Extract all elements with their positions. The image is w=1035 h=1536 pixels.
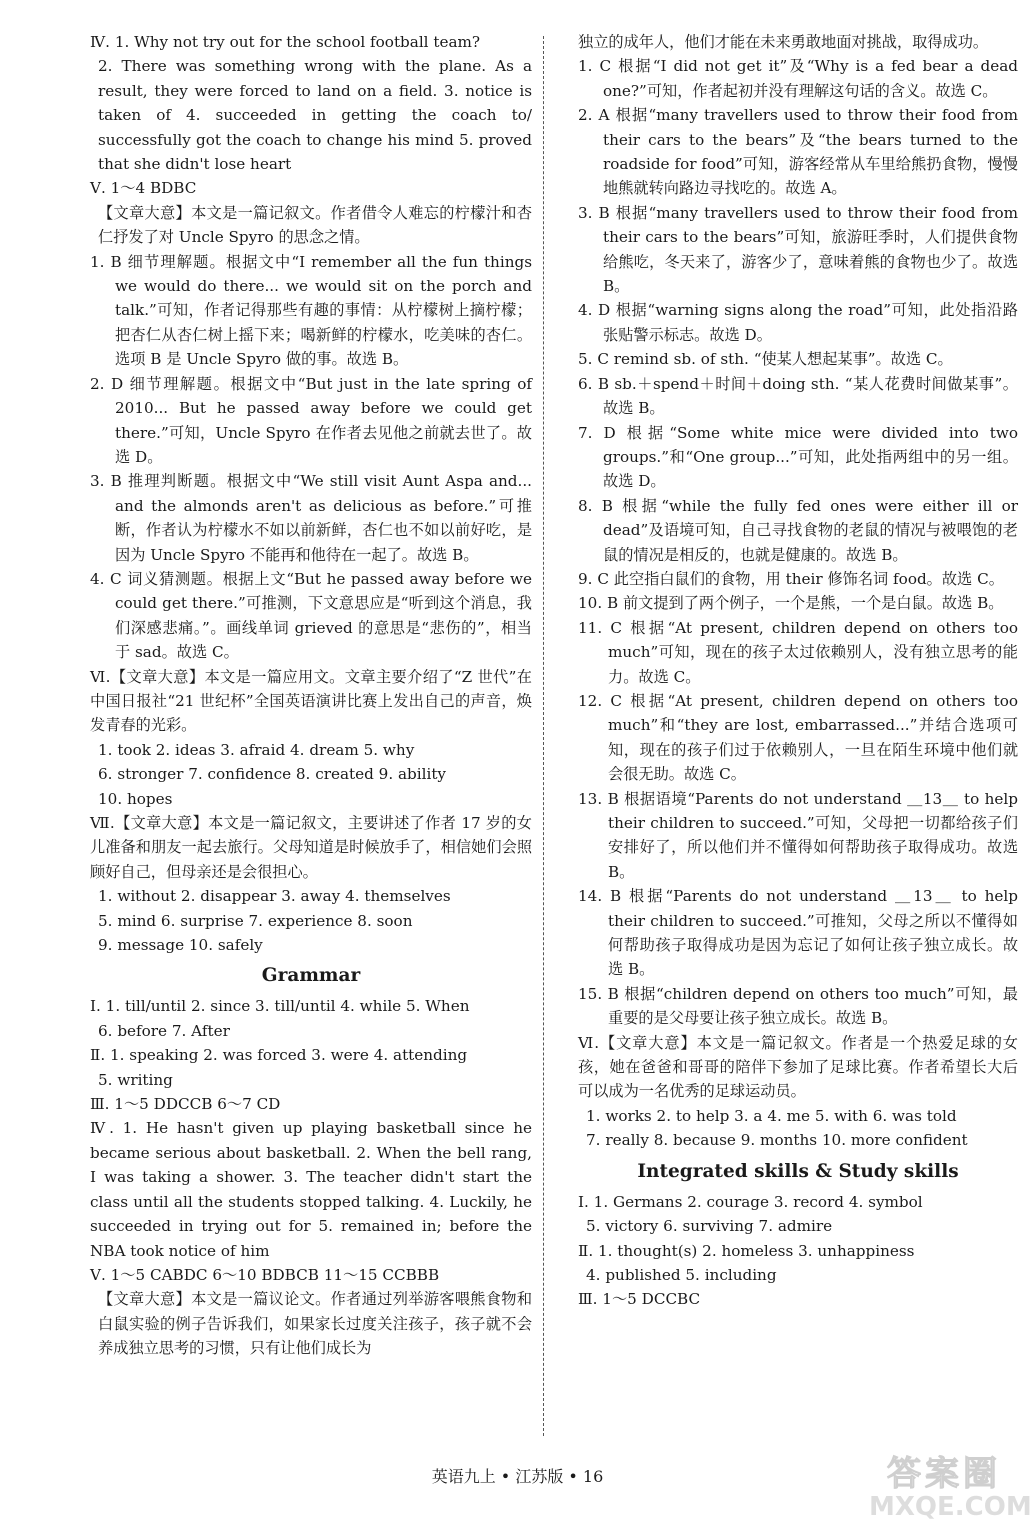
answer-paragraph: 1. B 细节理解题。根据文中“I remember all the fun things we would do there... we would sit on the porch and talk.”可知，作者记得那些有趣的事情：从柠檬树上摘柠檬；把杏仁从杏仁树上摇下来；喝新鲜的柠檬水，吃美味的杏仁。选项 B 是 Uncle Spyro 做的事。故选 B。 [90, 252, 532, 369]
column-divider [543, 36, 544, 1436]
answer-paragraph: 4. published 5. including [586, 1265, 777, 1284]
answer-paragraph: 4. C 词义猜测题。根据上文“But he passed away before we could get there.”可推测，下文意思应是“听到这个消息，我们深感悲痛。”。画线单词 grieved 的意思是“悲伤的”，相当于 sad。故选 C。 [90, 569, 532, 662]
answer-paragraph: 5. C remind sb. of sth. “使某人想起某事”。故选 C。 [578, 350, 953, 369]
section-heading: Grammar [261, 965, 361, 987]
answer-paragraph: 10. B 前文提到了两个例子，一个是熊，一个是白鼠。故选 B。 [578, 594, 1004, 613]
left-column [90, 30, 532, 1361]
answer-paragraph: Ⅰ. 1. Germans 2. courage 3. record 4. symbol [578, 1192, 923, 1211]
answer-paragraph: Ⅰ. 1. till/until 2. since 3. till/until 4. while 5. When [90, 997, 470, 1016]
answer-paragraph: 2. There was something wrong with the plane. As a result, they were forced to land on a field. 3. notice is taken of 4. succeeded in getting the coach to/ successfully got the coach to change his mind 5. proved that she didn't lose heart [98, 57, 532, 174]
answer-paragraph: Ⅱ. 1. thought(s) 2. homeless 3. unhappiness [578, 1241, 915, 1260]
answer-paragraph: 3. B 根据“many travellers used to throw their food from their cars to the bears”可知，旅游旺季时，人们提供食物给熊吃，冬天来了，游客少了，意味着熊的食物也少了。故选 B。 [578, 203, 1018, 296]
answer-paragraph: 独立的成年人，他们才能在未来勇敢地面对挑战，取得成功。 [578, 33, 989, 51]
answer-paragraph: 5. mind 6. surprise 7. experience 8. soon [98, 911, 413, 930]
answer-paragraph: 6. B sb.＋spend＋时间＋doing sth. “某人花费时间做某事”。故选 B。 [578, 374, 1018, 418]
answer-paragraph: 1. without 2. disappear 3. away 4. themselves [98, 887, 451, 906]
answer-paragraph: Ⅲ. 1～5 DDCCB 6～7 CD [90, 1095, 281, 1114]
answer-paragraph: 5. victory 6. surviving 7. admire [586, 1217, 833, 1236]
answer-paragraph: Ⅳ. 1. He hasn't given up playing basketball since he became serious about basketball. 2. When the bell rang, I was taking a shower. 3. The teacher didn't start the class until all the students stopped talking. 4. Luckily, he succeeded in trying out for 5. remained in; before the NBA took notice of him [90, 1119, 532, 1260]
answer-paragraph: Ⅵ.【文章大意】本文是一篇记叙文。作者是一个热爱足球的女孩，她在爸爸和哥哥的陪伴下参加了足球比赛。作者希望长大后可以成为一名优秀的足球运动员。 [578, 1033, 1018, 1101]
answer-paragraph: Ⅴ. 1～4 BDBC [90, 179, 197, 198]
watermark-logo [869, 1454, 1032, 1526]
answer-paragraph: 11. C 根据“At present, children depend on others too much”可知，现在的孩子太过依赖别人，没有独立思考的能力。故选 C。 [578, 618, 1018, 686]
answer-paragraph: 1. works 2. to help 3. a 4. me 5. with 6. was told [586, 1106, 957, 1125]
answer-paragraph: 12. C 根据“At present, children depend on others too much”和“they are lost, embarrassed...”并结合选项可知，现在的孩子们过于依赖别人，一旦在陌生环境中他们就会很无助。故选 C。 [578, 691, 1018, 784]
answer-paragraph: 1. took 2. ideas 3. afraid 4. dream 5. why [98, 740, 415, 759]
answer-paragraph: 9. C 此空指白鼠们的食物，用 their 修饰名词 food。故选 C。 [578, 569, 1004, 588]
answer-paragraph: 15. B 根据“children depend on others too much”可知，最重要的是父母要让孩子独立成长。故选 B。 [578, 984, 1018, 1028]
answer-paragraph: 14. B 根据“Parents do not understand ＿13＿ to help their children to succeed.”可推知，父母之所以不懂得如何帮助孩子取得成功是因为忘记了如何让孩子独立成长。故选 B。 [578, 887, 1018, 979]
answer-paragraph: Ⅲ. 1～5 DCCBC [578, 1290, 701, 1309]
page-footer: 英语九上 • 江苏版 • 16 [431, 1467, 604, 1486]
watermark-text-top: 答案圈 [887, 1454, 1001, 1494]
answer-paragraph: 10. hopes [98, 789, 173, 808]
answer-paragraph: Ⅳ. 1. Why not try out for the school football team? [90, 33, 481, 51]
answer-paragraph: 【文章大意】本文是一篇议论文。作者通过列举游客喂熊食物和白鼠实验的例子告诉我们，如果家长过度关注孩子，孩子就不会养成独立思考的习惯，只有让他们成长为 [98, 1290, 532, 1358]
answer-paragraph: 7. D 根据“Some white mice were divided into two groups.”和“One group...”可知，此处指两组中的另一组。故选 D。 [578, 423, 1018, 491]
section-heading: Integrated skills & Study skills [637, 1160, 959, 1182]
answer-paragraph: Ⅴ. 1～5 CABDC 6～10 BDBCB 11～15 CCBBB [90, 1265, 440, 1284]
watermark-text-bottom: MXQE.COM [869, 1492, 1032, 1522]
answer-paragraph: 2. D 细节理解题。根据文中“But just in the late spring of 2010... But he passed away before we could get there.”可知，Uncle Spyro 在作者去见他之前就去世了。故选 D。 [90, 374, 532, 466]
answer-paragraph: 【文章大意】本文是一篇记叙文。作者借令人难忘的柠檬汁和杏仁抒发了对 Uncle Spyro 的思念之情。 [98, 203, 532, 247]
answer-paragraph: Ⅵ.【文章大意】本文是一篇应用文。文章主要介绍了“Z 世代”在中国日报社“21 世纪杯”全国英语演讲比赛上发出自己的声音，焕发青春的光彩。 [90, 667, 532, 735]
answer-paragraph: 6. before 7. After [98, 1021, 230, 1040]
answer-paragraph: 6. stronger 7. confidence 8. created 9. ability [98, 765, 447, 784]
answer-paragraph: 9. message 10. safely [98, 936, 263, 955]
right-column [578, 30, 1018, 1312]
answer-paragraph: 7. really 8. because 9. months 10. more confident [586, 1131, 968, 1150]
answer-paragraph: 3. B 推理判断题。根据文中“We still visit Aunt Aspa and... and the almonds aren't as delicious as before.”可推断，作者认为柠檬水不如以前新鲜，杏仁也不如以前好吃，是因为 Uncle Spyro 不能再和他待在一起了。故选 B。 [90, 472, 532, 564]
answer-paragraph: 4. D 根据“warning signs along the road”可知，此处指沿路张贴警示标志。故选 D。 [578, 301, 1018, 344]
answer-paragraph: Ⅱ. 1. speaking 2. was forced 3. were 4. attending [90, 1046, 468, 1065]
answer-paragraph: 5. writing [98, 1070, 173, 1089]
answer-paragraph: 2. A 根据“many travellers used to throw their food from their cars to the bears”及“the bears turned to the roadside for food”可知，游客经常从车里给熊扔食物，慢慢地熊就转向路边寻找吃的。故选 A。 [578, 106, 1018, 198]
answer-paragraph: 1. C 根据“I did not get it”及“Why is a fed bear a dead one?”可知，作者起初并没有理解这句话的含义。故选 C。 [578, 57, 1018, 100]
answer-paragraph: 13. B 根据语境“Parents do not understand ＿13＿ to help their children to succeed.”可知，父母把一切都给孩子们安排好了，所以他们并不懂得如何帮助孩子取得成功。故选 B。 [578, 789, 1018, 881]
answer-paragraph: Ⅶ.【文章大意】本文是一篇记叙文，主要讲述了作者 17 岁的女儿准备和朋友一起去旅行。父母知道是时候放手了，相信她们会照顾好自己，但母亲还是会很担心。 [90, 814, 532, 881]
answer-paragraph: 8. B 根据“while the fully fed ones were either ill or dead”及语境可知，自己寻找食物的老鼠的情况与被喂饱的老鼠的情况是相反的，也就是健康的。故选 B。 [578, 496, 1018, 564]
